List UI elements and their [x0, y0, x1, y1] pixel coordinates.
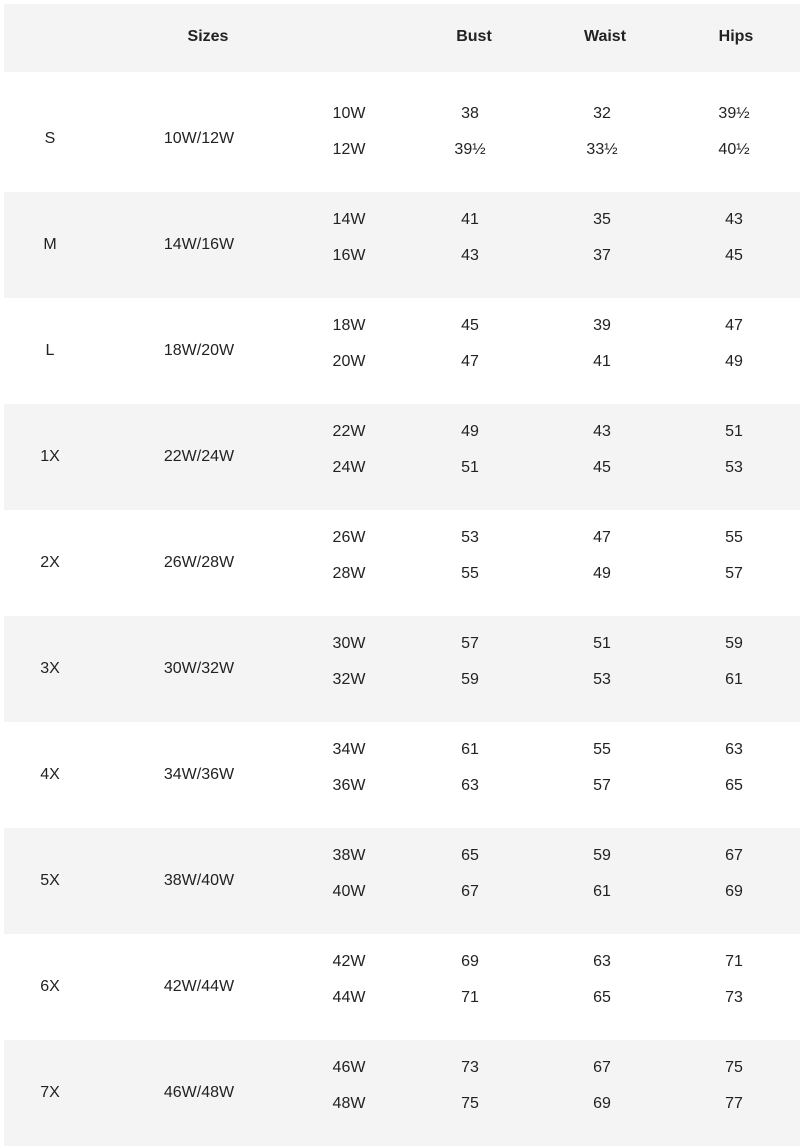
header-sizes: Sizes: [187, 28, 229, 45]
women-size: 28W: [332, 565, 366, 582]
size-range: 38W/40W: [163, 872, 235, 889]
size-row: [4, 616, 800, 722]
women-size: 18W: [332, 317, 366, 334]
size-label: S: [44, 130, 56, 147]
hips-value: 67: [725, 847, 743, 864]
women-size: 30W: [332, 635, 366, 652]
size-label: 4X: [40, 766, 60, 783]
women-size: 48W: [332, 1095, 366, 1112]
women-size: 12W: [332, 141, 366, 158]
bust-value: 49: [461, 423, 479, 440]
women-size: 34W: [332, 741, 366, 758]
waist-value: 37: [593, 247, 611, 264]
hips-value: 73: [725, 989, 743, 1006]
women-size: 24W: [332, 459, 366, 476]
hips-value: 61: [725, 671, 743, 688]
bust-value: 45: [461, 317, 479, 334]
hips-value: 39½: [718, 105, 750, 122]
waist-value: 57: [593, 777, 611, 794]
hips-value: 49: [725, 353, 743, 370]
women-size: 40W: [332, 883, 366, 900]
size-label: 5X: [40, 872, 60, 889]
waist-value: 43: [593, 423, 611, 440]
size-row: [4, 934, 800, 1040]
hips-value: 63: [725, 741, 743, 758]
size-row: [4, 298, 800, 404]
women-size: 16W: [332, 247, 366, 264]
bust-value: 39½: [454, 141, 486, 158]
size-range: 18W/20W: [163, 342, 235, 359]
women-size: 22W: [332, 423, 366, 440]
women-size: 20W: [332, 353, 366, 370]
bust-value: 75: [461, 1095, 479, 1112]
bust-value: 57: [461, 635, 479, 652]
bust-value: 38: [461, 105, 479, 122]
hips-value: 57: [725, 565, 743, 582]
bust-value: 65: [461, 847, 479, 864]
waist-value: 67: [593, 1059, 611, 1076]
hips-value: 75: [725, 1059, 743, 1076]
waist-value: 45: [593, 459, 611, 476]
size-label: 6X: [40, 978, 60, 995]
header-bust: Bust: [456, 28, 492, 45]
size-row: [4, 1040, 800, 1146]
size-label: 2X: [40, 554, 60, 571]
size-range: 10W/12W: [163, 130, 235, 147]
size-label: 3X: [40, 660, 60, 677]
hips-value: 65: [725, 777, 743, 794]
waist-value: 49: [593, 565, 611, 582]
women-size: 44W: [332, 989, 366, 1006]
bust-value: 61: [461, 741, 479, 758]
size-range: 46W/48W: [163, 1084, 235, 1101]
size-row: [4, 828, 800, 934]
size-label: L: [45, 342, 55, 359]
size-row: [4, 404, 800, 510]
hips-value: 53: [725, 459, 743, 476]
hips-value: 40½: [718, 141, 750, 158]
waist-value: 39: [593, 317, 611, 334]
women-size: 38W: [332, 847, 366, 864]
bust-value: 41: [461, 211, 479, 228]
size-label: M: [43, 236, 57, 253]
hips-value: 55: [725, 529, 743, 546]
size-range: 14W/16W: [163, 236, 235, 253]
bust-value: 59: [461, 671, 479, 688]
size-row: [4, 86, 800, 192]
header-waist: Waist: [583, 28, 627, 45]
women-size: 14W: [332, 211, 366, 228]
waist-value: 47: [593, 529, 611, 546]
waist-value: 51: [593, 635, 611, 652]
size-range: 26W/28W: [163, 554, 235, 571]
women-size: 10W: [332, 105, 366, 122]
bust-value: 73: [461, 1059, 479, 1076]
hips-value: 51: [725, 423, 743, 440]
size-range: 30W/32W: [163, 660, 235, 677]
bust-value: 53: [461, 529, 479, 546]
bust-value: 71: [461, 989, 479, 1006]
size-row: [4, 722, 800, 828]
hips-value: 77: [725, 1095, 743, 1112]
size-row: [4, 192, 800, 298]
bust-value: 55: [461, 565, 479, 582]
hips-value: 69: [725, 883, 743, 900]
women-size: 42W: [332, 953, 366, 970]
waist-value: 65: [593, 989, 611, 1006]
waist-value: 41: [593, 353, 611, 370]
waist-value: 63: [593, 953, 611, 970]
hips-value: 71: [725, 953, 743, 970]
waist-value: 55: [593, 741, 611, 758]
spacer: [4, 72, 800, 86]
women-size: 32W: [332, 671, 366, 688]
women-size: 36W: [332, 777, 366, 794]
waist-value: 59: [593, 847, 611, 864]
bust-value: 47: [461, 353, 479, 370]
waist-value: 69: [593, 1095, 611, 1112]
waist-value: 61: [593, 883, 611, 900]
header-hips: Hips: [718, 28, 754, 45]
waist-value: 33½: [586, 141, 618, 158]
hips-value: 45: [725, 247, 743, 264]
bust-value: 63: [461, 777, 479, 794]
bust-value: 69: [461, 953, 479, 970]
size-row: [4, 510, 800, 616]
hips-value: 47: [725, 317, 743, 334]
size-range: 22W/24W: [163, 448, 235, 465]
size-label: 1X: [40, 448, 60, 465]
waist-value: 53: [593, 671, 611, 688]
size-chart-body: [4, 86, 800, 1146]
bust-value: 43: [461, 247, 479, 264]
size-range: 42W/44W: [163, 978, 235, 995]
size-chart-header: [4, 4, 800, 72]
women-size: 26W: [332, 529, 366, 546]
size-range: 34W/36W: [163, 766, 235, 783]
bust-value: 51: [461, 459, 479, 476]
bust-value: 67: [461, 883, 479, 900]
women-size: 46W: [332, 1059, 366, 1076]
waist-value: 35: [593, 211, 611, 228]
hips-value: 59: [725, 635, 743, 652]
size-label: 7X: [40, 1084, 60, 1101]
hips-value: 43: [725, 211, 743, 228]
waist-value: 32: [593, 105, 611, 122]
size-chart: [4, 4, 800, 1146]
